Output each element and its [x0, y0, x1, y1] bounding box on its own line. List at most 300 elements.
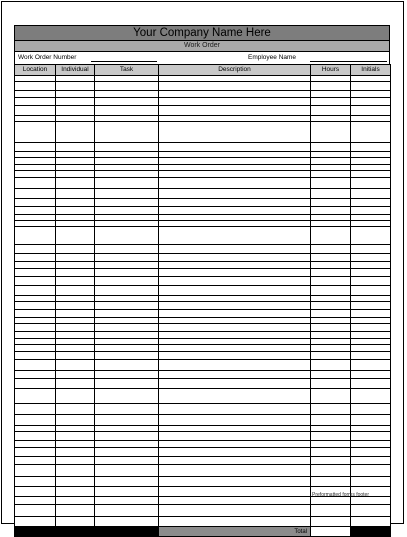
cell-hours[interactable] — [311, 379, 351, 389]
cell-location[interactable] — [15, 178, 56, 189]
cell-initials[interactable] — [351, 379, 391, 389]
cell-individual[interactable] — [56, 379, 95, 389]
table-row — [15, 332, 391, 339]
table-row — [15, 404, 391, 415]
cell-individual[interactable] — [56, 497, 95, 505]
cell-task[interactable] — [95, 189, 159, 199]
cell-location[interactable] — [15, 415, 56, 426]
cell-location[interactable] — [15, 82, 56, 91]
cell-description[interactable] — [159, 389, 311, 404]
cell-individual[interactable] — [56, 352, 95, 360]
cell-individual[interactable] — [56, 415, 95, 426]
cell-initials[interactable] — [351, 477, 391, 487]
work-order-number-label: Work Order Number — [18, 54, 77, 61]
cell-location[interactable] — [15, 98, 56, 106]
cell-description[interactable] — [159, 457, 311, 465]
cell-task[interactable] — [95, 302, 159, 310]
table-row — [15, 254, 391, 262]
cell-task[interactable] — [95, 432, 159, 441]
cell-initials[interactable] — [351, 517, 391, 527]
cell-individual[interactable] — [56, 432, 95, 441]
cell-individual[interactable] — [56, 371, 95, 379]
cell-individual[interactable] — [56, 98, 95, 106]
cell-description[interactable] — [159, 106, 311, 116]
table-row — [15, 457, 391, 465]
cell-initials[interactable] — [351, 457, 391, 465]
cell-individual[interactable] — [56, 277, 95, 286]
cell-initials[interactable] — [351, 178, 391, 189]
cell-description[interactable] — [159, 517, 311, 527]
table-row — [15, 371, 391, 379]
cell-hours[interactable] — [311, 352, 351, 360]
cell-initials[interactable] — [351, 199, 391, 207]
cell-hours[interactable] — [311, 269, 351, 277]
table-row — [15, 465, 391, 477]
cell-initials[interactable] — [351, 91, 391, 98]
cell-initials[interactable] — [351, 277, 391, 286]
cell-description[interactable] — [159, 352, 311, 360]
cell-description[interactable] — [159, 371, 311, 379]
cell-location[interactable] — [15, 122, 56, 143]
cell-task[interactable] — [95, 227, 159, 245]
total-filler — [56, 527, 95, 537]
cell-task[interactable] — [95, 477, 159, 487]
cell-hours[interactable] — [311, 415, 351, 426]
cell-location[interactable] — [15, 324, 56, 332]
cell-description[interactable] — [159, 178, 311, 189]
cell-description[interactable] — [159, 262, 311, 269]
cell-hours[interactable] — [311, 158, 351, 165]
cell-hours[interactable] — [311, 277, 351, 286]
cell-individual[interactable] — [56, 404, 95, 415]
table-row — [15, 143, 391, 152]
company-name-title: Your Company Name Here — [14, 25, 390, 41]
cell-hours[interactable] — [311, 122, 351, 143]
cell-task[interactable] — [95, 371, 159, 379]
cell-location[interactable] — [15, 448, 56, 457]
table-row — [15, 286, 391, 296]
cell-description[interactable] — [159, 158, 311, 165]
cell-individual[interactable] — [56, 189, 95, 199]
column-header-individual: Individual — [56, 65, 95, 76]
cell-hours[interactable] — [311, 345, 351, 352]
table-row — [15, 245, 391, 254]
cell-individual[interactable] — [56, 254, 95, 262]
cell-description[interactable] — [159, 98, 311, 106]
cell-hours[interactable] — [311, 302, 351, 310]
cell-location[interactable] — [15, 286, 56, 296]
cell-hours[interactable] — [311, 91, 351, 98]
cell-task[interactable] — [95, 345, 159, 352]
table-row — [15, 505, 391, 517]
work-order-number-field[interactable] — [91, 61, 157, 62]
cell-hours[interactable] — [311, 457, 351, 465]
cell-initials[interactable] — [351, 254, 391, 262]
cell-task[interactable] — [95, 415, 159, 426]
cell-initials[interactable] — [351, 389, 391, 404]
column-header-description: Description — [159, 65, 311, 76]
cell-task[interactable] — [95, 379, 159, 389]
table-row — [15, 269, 391, 277]
cell-location[interactable] — [15, 352, 56, 360]
cell-initials[interactable] — [351, 415, 391, 426]
cell-task[interactable] — [95, 262, 159, 269]
cell-task[interactable] — [95, 360, 159, 371]
cell-task[interactable] — [95, 389, 159, 404]
cell-location[interactable] — [15, 389, 56, 404]
total-hours-cell[interactable] — [311, 527, 351, 537]
cell-location[interactable] — [15, 227, 56, 245]
cell-initials[interactable] — [351, 302, 391, 310]
cell-hours[interactable] — [311, 441, 351, 448]
cell-task[interactable] — [95, 277, 159, 286]
table-row — [15, 517, 391, 527]
cell-location[interactable] — [15, 345, 56, 352]
cell-task[interactable] — [95, 505, 159, 517]
cell-individual[interactable] — [56, 286, 95, 296]
cell-hours[interactable] — [311, 178, 351, 189]
cell-description[interactable] — [159, 465, 311, 477]
cell-individual[interactable] — [56, 82, 95, 91]
cell-hours[interactable] — [311, 286, 351, 296]
table-row — [15, 189, 391, 199]
cell-task[interactable] — [95, 171, 159, 178]
cell-individual[interactable] — [56, 171, 95, 178]
cell-hours[interactable] — [311, 389, 351, 404]
cell-hours[interactable] — [311, 189, 351, 199]
cell-hours[interactable] — [311, 199, 351, 207]
cell-location[interactable] — [15, 277, 56, 286]
cell-individual[interactable] — [56, 199, 95, 207]
cell-hours[interactable] — [311, 432, 351, 441]
cell-description[interactable] — [159, 269, 311, 277]
cell-description[interactable] — [159, 497, 311, 505]
table-body — [15, 76, 391, 527]
cell-description[interactable] — [159, 245, 311, 254]
cell-description[interactable] — [159, 448, 311, 457]
cell-individual[interactable] — [56, 302, 95, 310]
cell-description[interactable] — [159, 379, 311, 389]
cell-location[interactable] — [15, 477, 56, 487]
cell-initials[interactable] — [351, 82, 391, 91]
cell-location[interactable] — [15, 171, 56, 178]
cell-description[interactable] — [159, 171, 311, 178]
cell-hours[interactable] — [311, 207, 351, 215]
cell-task[interactable] — [95, 332, 159, 339]
cell-task[interactable] — [95, 199, 159, 207]
cell-location[interactable] — [15, 332, 56, 339]
cell-initials[interactable] — [351, 143, 391, 152]
cell-initials[interactable] — [351, 189, 391, 199]
cell-task[interactable] — [95, 487, 159, 497]
table-row — [15, 158, 391, 165]
cell-initials[interactable] — [351, 227, 391, 245]
cell-description[interactable] — [159, 277, 311, 286]
cell-description[interactable] — [159, 477, 311, 487]
cell-initials[interactable] — [351, 269, 391, 277]
cell-task[interactable] — [95, 352, 159, 360]
cell-description[interactable] — [159, 332, 311, 339]
cell-task[interactable] — [95, 497, 159, 505]
cell-location[interactable] — [15, 379, 56, 389]
table-row — [15, 389, 391, 404]
table-row — [15, 415, 391, 426]
cell-description[interactable] — [159, 91, 311, 98]
table-row — [15, 360, 391, 371]
cell-description[interactable] — [159, 432, 311, 441]
cell-task[interactable] — [95, 82, 159, 91]
cell-description[interactable] — [159, 360, 311, 371]
cell-task[interactable] — [95, 106, 159, 116]
cell-individual[interactable] — [56, 487, 95, 497]
cell-hours[interactable] — [311, 143, 351, 152]
cell-task[interactable] — [95, 91, 159, 98]
cell-task[interactable] — [95, 310, 159, 318]
cell-hours[interactable] — [311, 254, 351, 262]
cell-location[interactable] — [15, 91, 56, 98]
cell-location[interactable] — [15, 143, 56, 152]
info-row — [14, 52, 390, 64]
cell-task[interactable] — [95, 98, 159, 106]
cell-task[interactable] — [95, 269, 159, 277]
cell-hours[interactable] — [311, 371, 351, 379]
total-filler — [15, 527, 56, 537]
cell-initials[interactable] — [351, 245, 391, 254]
cell-individual[interactable] — [56, 465, 95, 477]
table-row — [15, 379, 391, 389]
cell-hours[interactable] — [311, 477, 351, 487]
table-row — [15, 98, 391, 106]
table-row — [15, 432, 391, 441]
cell-individual[interactable] — [56, 106, 95, 116]
cell-initials[interactable] — [351, 465, 391, 477]
cell-initials[interactable] — [351, 262, 391, 269]
cell-location[interactable] — [15, 310, 56, 318]
cell-initials[interactable] — [351, 310, 391, 318]
cell-initials[interactable] — [351, 106, 391, 116]
cell-location[interactable] — [15, 517, 56, 527]
cell-initials[interactable] — [351, 98, 391, 106]
cell-location[interactable] — [15, 371, 56, 379]
cell-hours[interactable] — [311, 245, 351, 254]
cell-description[interactable] — [159, 122, 311, 143]
footer-note: Preformatted forms footer — [312, 492, 369, 498]
cell-location[interactable] — [15, 487, 56, 497]
cell-location[interactable] — [15, 199, 56, 207]
cell-description[interactable] — [159, 207, 311, 215]
cell-description[interactable] — [159, 199, 311, 207]
cell-description[interactable] — [159, 254, 311, 262]
cell-initials[interactable] — [351, 207, 391, 215]
cell-initials[interactable] — [351, 324, 391, 332]
table-row — [15, 91, 391, 98]
table-row — [15, 324, 391, 332]
cell-individual[interactable] — [56, 269, 95, 277]
cell-task[interactable] — [95, 324, 159, 332]
table-row — [15, 352, 391, 360]
cell-task[interactable] — [95, 517, 159, 527]
employee-name-field[interactable] — [310, 61, 387, 62]
cell-description[interactable] — [159, 286, 311, 296]
cell-description[interactable] — [159, 310, 311, 318]
cell-task[interactable] — [95, 207, 159, 215]
table-row — [15, 207, 391, 215]
cell-initials[interactable] — [351, 345, 391, 352]
cell-location[interactable] — [15, 404, 56, 415]
cell-individual[interactable] — [56, 158, 95, 165]
cell-hours[interactable] — [311, 106, 351, 116]
cell-hours[interactable] — [311, 171, 351, 178]
cell-location[interactable] — [15, 457, 56, 465]
cell-hours[interactable] — [311, 98, 351, 106]
table-row — [15, 310, 391, 318]
cell-description[interactable] — [159, 302, 311, 310]
cell-individual[interactable] — [56, 345, 95, 352]
work-order-form — [14, 25, 390, 537]
cell-initials[interactable] — [351, 286, 391, 296]
form-title: Work Order — [14, 41, 390, 52]
cell-individual[interactable] — [56, 143, 95, 152]
cell-hours[interactable] — [311, 517, 351, 527]
cell-description[interactable] — [159, 441, 311, 448]
cell-task[interactable] — [95, 441, 159, 448]
table-row — [15, 477, 391, 487]
cell-initials[interactable] — [351, 505, 391, 517]
cell-location[interactable] — [15, 106, 56, 116]
cell-initials[interactable] — [351, 158, 391, 165]
cell-task[interactable] — [95, 457, 159, 465]
cell-location[interactable] — [15, 245, 56, 254]
cell-location[interactable] — [15, 360, 56, 371]
cell-hours[interactable] — [311, 505, 351, 517]
cell-location[interactable] — [15, 441, 56, 448]
cell-individual[interactable] — [56, 441, 95, 448]
cell-description[interactable] — [159, 487, 311, 497]
table-row — [15, 227, 391, 245]
cell-initials[interactable] — [351, 404, 391, 415]
cell-initials[interactable] — [351, 432, 391, 441]
table-row — [15, 199, 391, 207]
cell-hours[interactable] — [311, 360, 351, 371]
cell-individual[interactable] — [56, 178, 95, 189]
cell-description[interactable] — [159, 324, 311, 332]
cell-description[interactable] — [159, 505, 311, 517]
cell-task[interactable] — [95, 254, 159, 262]
total-label: Total — [159, 527, 311, 537]
cell-hours[interactable] — [311, 227, 351, 245]
cell-description[interactable] — [159, 345, 311, 352]
cell-description[interactable] — [159, 143, 311, 152]
cell-initials[interactable] — [351, 448, 391, 457]
cell-individual[interactable] — [56, 207, 95, 215]
cell-hours[interactable] — [311, 82, 351, 91]
cell-initials[interactable] — [351, 171, 391, 178]
cell-individual[interactable] — [56, 245, 95, 254]
cell-task[interactable] — [95, 448, 159, 457]
cell-task[interactable] — [95, 404, 159, 415]
cell-initials[interactable] — [351, 352, 391, 360]
cell-individual[interactable] — [56, 310, 95, 318]
cell-hours[interactable] — [311, 404, 351, 415]
table-row — [15, 122, 391, 143]
work-order-table — [14, 64, 391, 537]
cell-task[interactable] — [95, 465, 159, 477]
cell-individual[interactable] — [56, 91, 95, 98]
cell-individual[interactable] — [56, 457, 95, 465]
cell-individual[interactable] — [56, 122, 95, 143]
table-row — [15, 345, 391, 352]
table-row — [15, 82, 391, 91]
cell-initials[interactable] — [351, 122, 391, 143]
table-row — [15, 277, 391, 286]
cell-individual[interactable] — [56, 324, 95, 332]
cell-task[interactable] — [95, 122, 159, 143]
cell-location[interactable] — [15, 497, 56, 505]
cell-task[interactable] — [95, 178, 159, 189]
cell-individual[interactable] — [56, 448, 95, 457]
cell-location[interactable] — [15, 189, 56, 199]
cell-location[interactable] — [15, 465, 56, 477]
cell-location[interactable] — [15, 262, 56, 269]
cell-task[interactable] — [95, 286, 159, 296]
cell-location[interactable] — [15, 302, 56, 310]
cell-individual[interactable] — [56, 517, 95, 527]
table-row — [15, 441, 391, 448]
column-header-task: Task — [95, 65, 159, 76]
cell-individual[interactable] — [56, 332, 95, 339]
cell-hours[interactable] — [311, 448, 351, 457]
cell-individual[interactable] — [56, 505, 95, 517]
cell-initials[interactable] — [351, 332, 391, 339]
cell-initials[interactable] — [351, 360, 391, 371]
cell-description[interactable] — [159, 404, 311, 415]
cell-individual[interactable] — [56, 360, 95, 371]
cell-description[interactable] — [159, 189, 311, 199]
table-row — [15, 178, 391, 189]
cell-initials[interactable] — [351, 371, 391, 379]
column-header-hours: Hours — [311, 65, 351, 76]
total-row — [15, 527, 391, 537]
table-row — [15, 448, 391, 457]
cell-individual[interactable] — [56, 477, 95, 487]
cell-location[interactable] — [15, 207, 56, 215]
cell-task[interactable] — [95, 245, 159, 254]
cell-description[interactable] — [159, 227, 311, 245]
cell-location[interactable] — [15, 254, 56, 262]
cell-individual[interactable] — [56, 389, 95, 404]
cell-individual[interactable] — [56, 262, 95, 269]
cell-task[interactable] — [95, 143, 159, 152]
column-header-initials: Initials — [351, 65, 391, 76]
cell-hours[interactable] — [311, 324, 351, 332]
cell-initials[interactable] — [351, 441, 391, 448]
total-filler — [95, 527, 159, 537]
cell-description[interactable] — [159, 82, 311, 91]
table-header-row — [15, 65, 391, 76]
cell-hours[interactable] — [311, 310, 351, 318]
cell-hours[interactable] — [311, 262, 351, 269]
cell-location[interactable] — [15, 269, 56, 277]
column-header-location: Location — [15, 65, 56, 76]
cell-individual[interactable] — [56, 227, 95, 245]
cell-location[interactable] — [15, 432, 56, 441]
cell-hours[interactable] — [311, 332, 351, 339]
cell-task[interactable] — [95, 158, 159, 165]
cell-location[interactable] — [15, 505, 56, 517]
cell-location[interactable] — [15, 158, 56, 165]
cell-description[interactable] — [159, 415, 311, 426]
cell-hours[interactable] — [311, 465, 351, 477]
